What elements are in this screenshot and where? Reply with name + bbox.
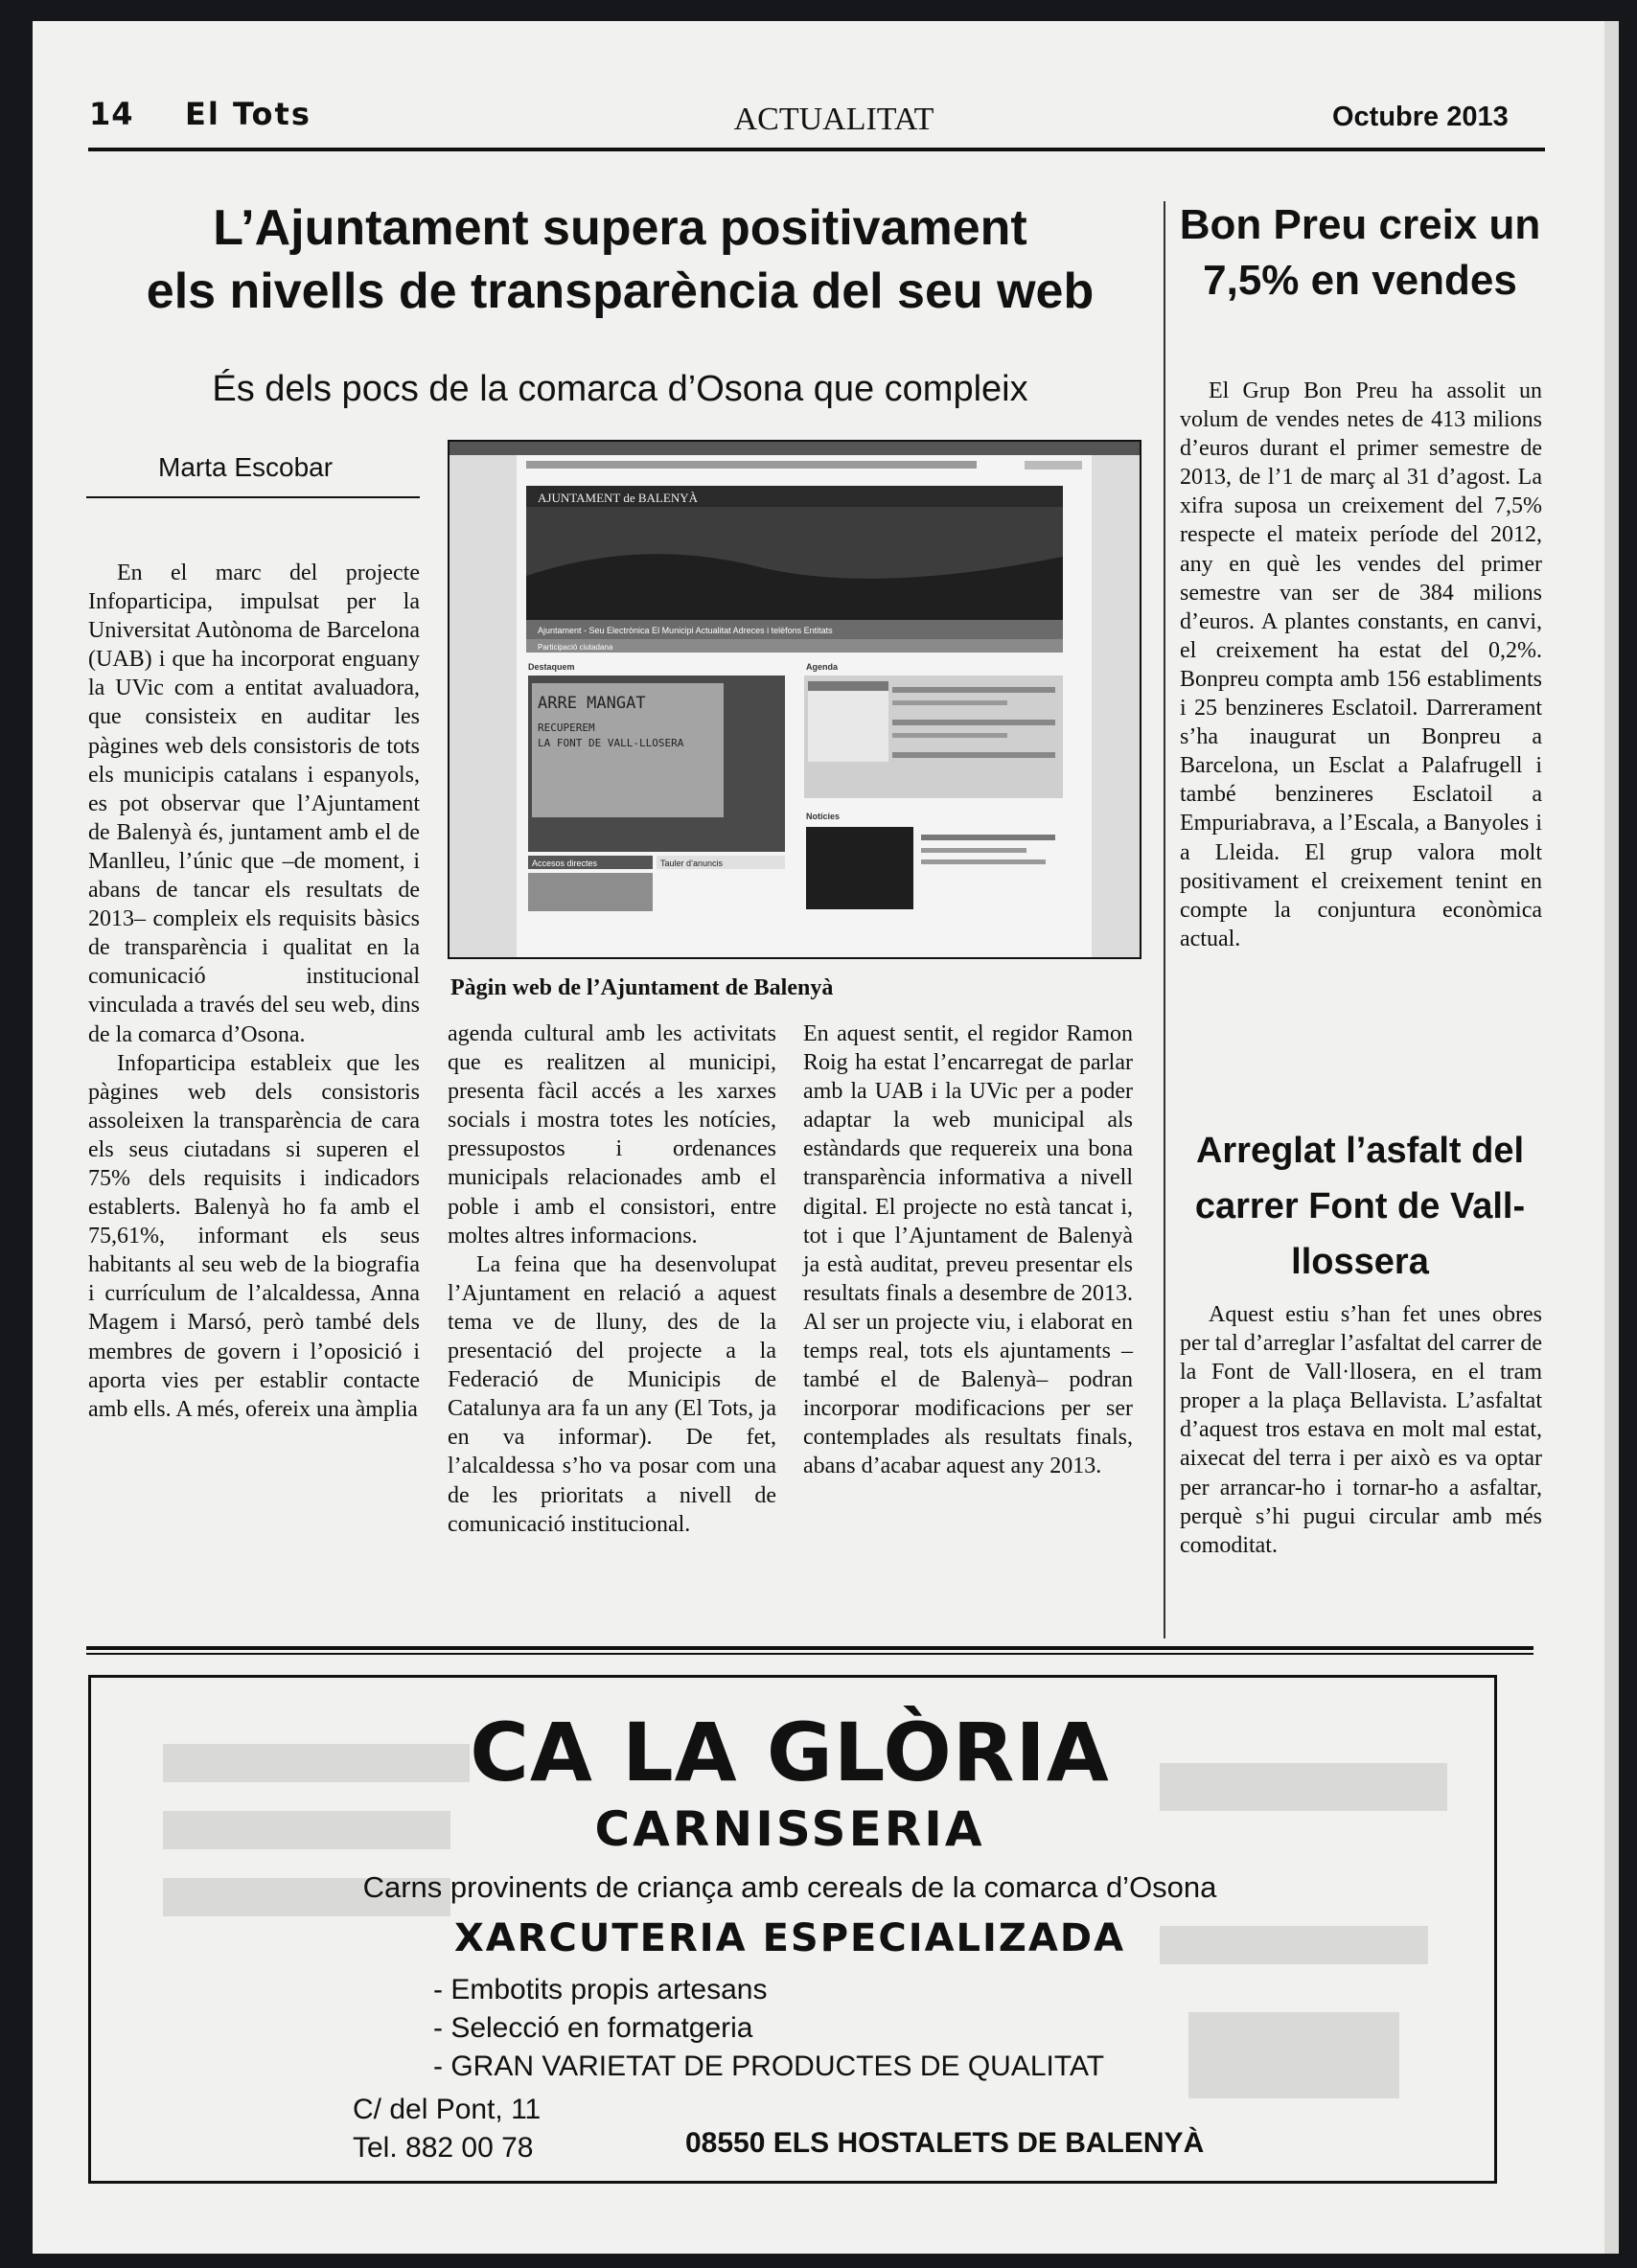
page-number: 14 <box>89 96 134 132</box>
ad-contact <box>353 2091 541 2167</box>
paragraph: En el marc del projecte Infoparticipa, impulsat per la Universitat Autònoma de Barcelona (UAB) i que ha incorporat enguany la UVic com a entitat avaluadora, que consisteix en auditar les pàgines web dels consistoris de tots els municipis catalans i espanyols, es pot observar que l’Ajuntament de Balenyà és, juntament amb el de Manlleu, l’únic que –de moment, i abans de tancar els resultats de 2013– compleix els requisits bàsics de transparència i qualitat en la comunicació institucional vinculada a través del seu web, dins de la comarca d’Osona. <box>88 561 420 1047</box>
publication-name: El Tots <box>185 96 311 132</box>
sidebar-headline-1: Bon Preu creix un 7,5% en vendes <box>1179 201 1541 304</box>
ad-phone: Tel. 882 00 78 <box>353 2132 534 2164</box>
poster-line-3: LA FONT DE VALL-LLOSERA <box>538 737 684 749</box>
ad-list-item: - Embotits propis artesans <box>433 1974 768 2005</box>
poster-line-2: RECUPEREM <box>538 722 595 734</box>
site-nav-2: Participació ciutadana <box>538 643 613 652</box>
article-column-2 <box>448 1019 776 1539</box>
article-subtitle: És dels pocs de la comarca d’Osona que compleix <box>212 369 1028 409</box>
ad-rule <box>86 1653 1533 1655</box>
ad-tagline: Carns provinents de criança amb cereals de la comarca d’Osona <box>362 1870 1217 1904</box>
paragraph: El Grup Bon Preu ha assolit un volum de vendes netes de 413 milions d’euros durant el primer semestre de 2013, de l’1 de març al 31 d’agost. La xifra suposa un creixement del 7,5% respecte el mateix període del 2012, any en què les vendes del primer semestre van ser de 384 milions d’euros. A plantes constants, en canvi, el creixement ha estat del 0,2%. Bonpreu compta amb 156 establiments i 25 benzineres Esclatoil. Darrerament s’ha inaugurat un Bonpreu a Barcelona, un Esclat a Palafrugell i també benzineres Esclatoil a Empuriabrava, a l’Escala, a Banyoles i a Lleida. El grup valora molt positivament el creixement tenint en compte la conjuntura econòmica actual. <box>1180 378 1542 951</box>
headline-line-2: els nivells de transparència del seu web <box>146 263 1095 319</box>
board-label: Tauler d’anuncis <box>660 859 724 868</box>
ad-section-heading: XARCUTERIA ESPECIALIZADA <box>453 1916 1126 1960</box>
article-photo <box>448 440 1141 959</box>
poster-line-1: ARRE MANGAT <box>538 694 646 713</box>
column-divider <box>1164 201 1165 1638</box>
ad-city: 08550 ELS HOSTALETS DE BALENYÀ <box>685 2127 1205 2159</box>
sidebar-article-2 <box>1180 1300 1542 1560</box>
site-name: AJUNTAMENT de BALENYÀ <box>538 491 698 505</box>
ad-address: C/ del Pont, 11 <box>353 2094 542 2125</box>
paragraph: Infoparticipa estableix que les pàgines web dels consistoris assoleixen la transparència de cara els seus ciutadans si superen el 75% dels requisits i indicadors establerts. Balenyà ho fa amb el 75,61%, informant els seus habitants al seu web de la biografia i currículum de l’alcaldessa, Anna Magem i Marsó, però també dels membres de govern i l’oposició i aporta vies per establir contacte amb ells. A més, ofereix una àmplia <box>88 1050 420 1422</box>
article-headline <box>88 196 1152 323</box>
article-column-1 <box>88 559 420 1424</box>
ad-list-item: - GRAN VARIETAT DE PRODUCTES DE QUALITAT <box>433 2050 1105 2082</box>
byline-rule <box>86 496 420 498</box>
news-label: Notícies <box>806 812 841 821</box>
ad-business-type: CARNISSERIA <box>594 1801 985 1857</box>
paragraph: La feina que ha desenvolupat l’Ajuntament en relació a aquest tema ve de lluny, des de la presentació del projecte a la Federació de Municipis de Catalunya ara fa un any (El Tots, ja en va informar). De fet, l’alcaldessa s’ho va posar com una de les prioritats a nivell de comunicació institucional. <box>448 1251 776 1537</box>
issue-date: Octubre 2013 <box>1332 102 1509 132</box>
article-column-3 <box>803 1019 1133 1481</box>
article-author: Marta Escobar <box>158 452 334 482</box>
ad-business-name: CA LA GLÒRIA <box>470 1706 1110 1799</box>
header-rule <box>88 148 1545 151</box>
agenda-label: Agenda <box>806 662 839 672</box>
sidebar-headline-2: Arreglat l’asfalt del carrer Font de Vall-llossera <box>1194 1131 1526 1282</box>
ad-rule <box>86 1646 1533 1650</box>
section-title: ACTUALITAT <box>733 102 934 137</box>
page-edge <box>1604 21 1619 2254</box>
sidebar-article-1 <box>1180 377 1542 953</box>
paragraph: agenda cultural amb les activitats que es realitzen al municipi, presenta fàcil accés a les xarxes socials i mostra totes les notícies, pressupostos i ordenances municipals relacionades amb el poble i amb el consistori, entre moltes altres informacions. <box>448 1021 776 1249</box>
paragraph: En aquest sentit, el regidor Ramon Roig ha estat l’encarregat de parlar amb la UAB i la UVic per a poder adaptar la web municipal als estàndards que requereix una bona transparència informativa a nivell digital. El projecte no està tancat i, tot i que l’Ajuntament de Balenyà ja està auditat, preveu presentar els resultats finals a desembre de 2013. Al ser un projecte viu, i elaborat en temps real, tots els ajuntaments –també el de Balenyà– podran incorporar modificacions per ser contemplades als resultats finals, abans d’acabar aquest any 2013. <box>803 1021 1133 1479</box>
paragraph: Aquest estiu s’han fet unes obres per tal d’arreglar l’asfaltat del carrer de la Font de Vall·llosera, en el tram proper a la plaça Bellavista. L’asfaltat d’aquest tros estava en molt mal estat, aixecat del terra i per això es va optar per arrancar-ho i tornar-ho a asfaltar, perquè s’hi pugui circular amb més comoditat. <box>1180 1302 1542 1558</box>
photo-caption: Pàgin web de l’Ajuntament de Balenyà <box>450 975 834 1000</box>
site-nav: Ajuntament - Seu Electrònica El Municipi Actualitat Adreces i telèfons Entitats <box>538 626 833 635</box>
website-screenshot-image <box>450 442 1140 957</box>
featured-label: Destaquem <box>528 662 575 672</box>
ad-list-item: - Selecció en formatgeria <box>433 2012 753 2044</box>
access-label: Accesos directes <box>532 859 598 868</box>
headline-line-1: L’Ajuntament supera positivament <box>213 200 1027 256</box>
